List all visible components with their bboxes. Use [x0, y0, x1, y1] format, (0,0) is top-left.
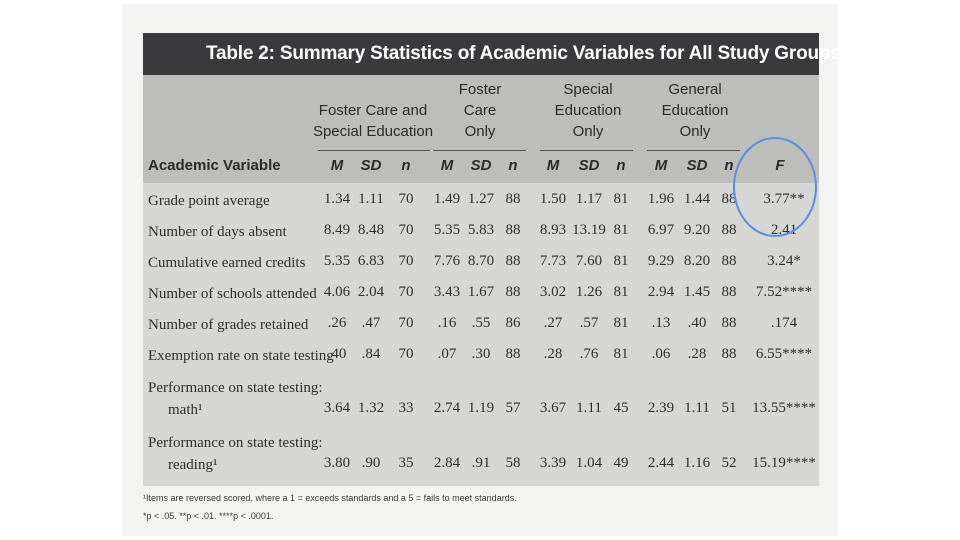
table-cell: 81 [613, 253, 629, 269]
table-cell: 86 [505, 315, 521, 331]
table-cell: 70 [398, 191, 414, 207]
group-header-foster-only [440, 79, 520, 142]
table-cell: 88 [721, 222, 737, 238]
row-label: Cumulative earned credits [148, 255, 306, 271]
table-cell: .47 [361, 315, 381, 331]
column-header-m: M [654, 157, 668, 174]
group-header-line: Foster Care and [318, 102, 428, 119]
table-cell: 2.44 [647, 455, 675, 471]
table-cell: 33 [398, 400, 414, 416]
table-cell: 7.76 [433, 253, 461, 269]
table-cell: .40 [327, 346, 347, 362]
table-cell: 70 [398, 346, 414, 362]
table-cell: 13.19 [572, 222, 606, 238]
table-cell: 7.73 [539, 253, 567, 269]
table-cell: .28 [687, 346, 707, 362]
group-header-sped-only [543, 79, 633, 142]
table-cell: .30 [471, 346, 491, 362]
table-cell: 1.26 [575, 284, 603, 300]
table-cell: 3.39 [539, 455, 567, 471]
table-cell: 45 [613, 400, 629, 416]
table-cell: .76 [579, 346, 599, 362]
table-cell: 2.84 [433, 455, 461, 471]
table-cell: 2.04 [357, 284, 385, 300]
table-cell: 88 [505, 253, 521, 269]
table-cell: 70 [398, 222, 414, 238]
table-cell: .27 [543, 315, 563, 331]
group-header-line: Only [464, 123, 496, 140]
table-cell: 3.80 [323, 455, 351, 471]
row-label: Number of days absent [148, 224, 287, 240]
column-header-m: M [546, 157, 560, 174]
f-statistic-cell: 6.55**** [755, 346, 813, 362]
group-header-gened-only [650, 79, 740, 142]
table-cell: 88 [721, 346, 737, 362]
table-cell: 1.45 [683, 284, 711, 300]
table-cell: 3.02 [539, 284, 567, 300]
table-cell: 2.74 [433, 400, 461, 416]
group-header-line: Special Education [312, 123, 434, 140]
column-header-n: n [508, 157, 518, 174]
academic-variable-header: Academic Variable [148, 157, 281, 174]
f-statistic-cell: 2.41 [770, 222, 798, 238]
column-header-m: M [330, 157, 344, 174]
column-header-m: M [440, 157, 454, 174]
table-cell: 81 [613, 315, 629, 331]
group-header-foster-sped [311, 100, 435, 142]
table-cell: 8.70 [467, 253, 495, 269]
table-cell: 1.27 [467, 191, 495, 207]
table-cell: .84 [361, 346, 381, 362]
f-statistic-cell: 15.19**** [752, 455, 816, 471]
f-statistic-cell: 7.52**** [755, 284, 813, 300]
table-cell: .16 [437, 315, 457, 331]
table-cell: 88 [721, 315, 737, 331]
f-statistic-cell: .174 [770, 315, 798, 331]
table-cell: 1.50 [539, 191, 567, 207]
table-cell: 5.83 [467, 222, 495, 238]
table-cell: 35 [398, 455, 414, 471]
row-label: Number of grades retained [148, 317, 309, 333]
group-header-line: General [668, 81, 722, 98]
group-header-line: Education [554, 102, 622, 119]
table-cell: .91 [471, 455, 491, 471]
table-cell: 8.93 [539, 222, 567, 238]
table-title: Table 2: Summary Statistics of Academic Variables for All Study Groups [143, 33, 819, 75]
column-header-n: n [724, 157, 734, 174]
table-cell: 1.96 [647, 191, 675, 207]
footnote-reversed-scoring: ¹Items are reversed scored, where a 1 = exceeds standards and a 5 = fails to meet standards. [143, 493, 517, 503]
table-cell: 3.64 [323, 400, 351, 416]
column-header-sd: SD [470, 157, 492, 174]
table-cell: 81 [613, 284, 629, 300]
table-cell: .13 [651, 315, 671, 331]
table-cell: 6.83 [357, 253, 385, 269]
table-cell: 7.60 [575, 253, 603, 269]
table-cell: 81 [613, 222, 629, 238]
row-label: Number of schools attended [148, 286, 317, 302]
f-column-highlight-circle [733, 137, 817, 237]
group-header-line: Foster [458, 81, 502, 98]
f-statistic-cell: 3.77** [763, 191, 805, 207]
table-cell: 9.20 [683, 222, 711, 238]
table-cell: 51 [721, 400, 737, 416]
table-cell: 1.11 [576, 400, 602, 416]
footnote-significance: *p < .05. **p < .01. ****p < .0001. [143, 511, 274, 521]
table-cell: .57 [579, 315, 599, 331]
table-cell: 1.44 [683, 191, 711, 207]
table-cell: 58 [505, 455, 521, 471]
row-label: Grade point average [148, 193, 270, 209]
column-header-n: n [616, 157, 626, 174]
column-header-f: F [775, 157, 785, 174]
table-cell: 88 [721, 191, 737, 207]
table-cell: .90 [361, 455, 381, 471]
table-cell: 88 [721, 284, 737, 300]
group-header-line: Only [679, 123, 711, 140]
table-cell: 1.04 [575, 455, 603, 471]
f-statistic-cell: 13.55**** [752, 400, 816, 416]
column-header-sd: SD [360, 157, 382, 174]
row-label: Performance on state testing: [148, 380, 323, 396]
table-cell: 3.43 [433, 284, 461, 300]
table-cell: 3.67 [539, 400, 567, 416]
table-cell: 1.49 [433, 191, 461, 207]
table-cell: 5.35 [323, 253, 351, 269]
table-cell: .06 [651, 346, 671, 362]
table-cell: 88 [721, 253, 737, 269]
row-label: Exemption rate on state testing [148, 348, 334, 364]
table-cell: .40 [687, 315, 707, 331]
table-cell: 70 [398, 253, 414, 269]
group-underline [433, 150, 526, 151]
column-header-sd: SD [686, 157, 708, 174]
table-cell: 52 [721, 455, 737, 471]
table-cell: 81 [613, 191, 629, 207]
table-cell: 1.11 [358, 191, 384, 207]
group-underline [318, 150, 430, 151]
table-cell: 8.49 [323, 222, 351, 238]
row-label: math¹ [168, 402, 203, 418]
table-cell: 1.67 [467, 284, 495, 300]
table-cell: 1.16 [683, 455, 711, 471]
table-cell: .07 [437, 346, 457, 362]
table-cell: 88 [505, 191, 521, 207]
row-label: reading¹ [168, 457, 218, 473]
table-cell: 2.94 [647, 284, 675, 300]
table-cell: 2.39 [647, 400, 675, 416]
table-cell: 1.17 [575, 191, 603, 207]
table-cell: 88 [505, 284, 521, 300]
table-cell: 1.19 [467, 400, 495, 416]
column-header-sd: SD [578, 157, 600, 174]
group-underline [540, 150, 633, 151]
group-header-line: Only [572, 123, 604, 140]
table-cell: 81 [613, 346, 629, 362]
table-cell: 8.48 [357, 222, 385, 238]
table-cell: .28 [543, 346, 563, 362]
table-cell: 5.35 [433, 222, 461, 238]
f-statistic-cell: 3.24* [767, 253, 801, 269]
row-label: Performance on state testing: [148, 435, 323, 451]
table-cell: 1.11 [684, 400, 710, 416]
table-cell: 70 [398, 315, 414, 331]
table-cell: 1.32 [357, 400, 385, 416]
table-cell: .55 [471, 315, 491, 331]
table-cell: 4.06 [323, 284, 351, 300]
column-header-n: n [401, 157, 411, 174]
table-cell: 88 [505, 222, 521, 238]
table-cell: 49 [613, 455, 629, 471]
table-cell: .26 [327, 315, 347, 331]
table-cell: 9.29 [647, 253, 675, 269]
table-cell: 57 [505, 400, 521, 416]
table-cell: 8.20 [683, 253, 711, 269]
table-cell: 1.34 [323, 191, 351, 207]
group-header-line: Care [463, 102, 497, 119]
group-underline [647, 150, 740, 151]
group-header-line: Special [563, 81, 613, 98]
table-cell: 88 [505, 346, 521, 362]
table-cell: 70 [398, 284, 414, 300]
group-header-line: Education [661, 102, 729, 119]
table-cell: 6.97 [647, 222, 675, 238]
